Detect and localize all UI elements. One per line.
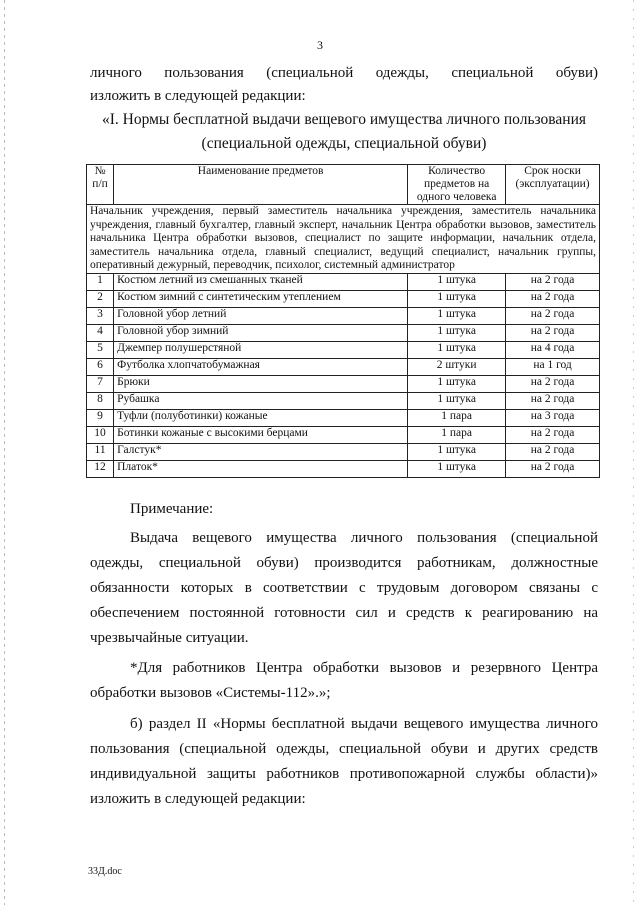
paragraph-b: б) раздел II «Нормы бесплатной выдачи вещевого имущества личного пользования (специальной одежды, специальной обуви и других средств индивидуальной защиты работников противопожарной службы области)» изложить в следующей редакции:	[90, 716, 598, 807]
row-item-name: Ботинки кожаные с высокими берцами	[114, 426, 408, 443]
row-number: 12	[87, 460, 114, 477]
row-quantity: 2 штуки	[408, 358, 506, 375]
row-number: 8	[87, 392, 114, 409]
intro-paragraph	[90, 62, 598, 108]
row-item-name: Рубашка	[114, 392, 408, 409]
table-row	[87, 307, 600, 324]
row-item-name: Футболка хлопчатобумажная	[114, 358, 408, 375]
header-name: Наименование предметов	[114, 165, 408, 205]
intro-line-1: личного пользования (специальной одежды, специальной обуви)	[90, 65, 598, 81]
row-quantity: 1 штука	[408, 443, 506, 460]
row-number: 6	[87, 358, 114, 375]
row-number: 5	[87, 341, 114, 358]
row-item-name: Головной убор летний	[114, 307, 408, 324]
table-row	[87, 392, 600, 409]
row-number: 7	[87, 375, 114, 392]
row-quantity: 1 штука	[408, 273, 506, 290]
table-row	[87, 358, 600, 375]
row-term: на 2 года	[506, 307, 600, 324]
note-block	[90, 498, 598, 812]
row-item-name: Галстук*	[114, 443, 408, 460]
table-row	[87, 341, 600, 358]
row-term: на 2 года	[506, 375, 600, 392]
table-group-row	[87, 205, 600, 274]
row-item-name: Брюки	[114, 375, 408, 392]
row-term: на 4 года	[506, 341, 600, 358]
row-item-name: Головной убор зимний	[114, 324, 408, 341]
row-term: на 2 года	[506, 392, 600, 409]
table-row	[87, 375, 600, 392]
note-paragraph-1: Выдача вещевого имущества личного пользования (специальной одежды, специальной обуви) производится работникам, должностные обязанности которых в соответствии с трудовым договором связаны с обеспечением постоянной готовности сил и средств к реагированию на чрезвычайные ситуации.	[90, 530, 598, 646]
page-number: 3	[317, 38, 323, 52]
header-qty: Количество предметов на одного человека	[408, 165, 506, 205]
row-item-name: Платок*	[114, 460, 408, 477]
table-row	[87, 460, 600, 477]
row-item-name: Джемпер полушерстяной	[114, 341, 408, 358]
row-quantity: 1 пара	[408, 409, 506, 426]
table-row	[87, 324, 600, 341]
group-positions-text: Начальник учреждения, первый заместитель начальника учреждения, заместитель начальника учреждения, главный бухгалтер, главный эксперт, начальник Центра обработки вызовов, заместитель начальника Центра обработки вызовов, специалист по защите информации, начальник отдела, заместитель начальника отдела, главный специалист, ведущий специалист, начальник группы, оперативный дежурный, переводчик, психолог, системный администратор	[87, 205, 600, 274]
table-row	[87, 409, 600, 426]
row-number: 3	[87, 307, 114, 324]
table-row	[87, 273, 600, 290]
section-title-line-2: (специальной одежды, специальной обуви)	[201, 135, 487, 152]
row-quantity: 1 штука	[408, 375, 506, 392]
table-row	[87, 290, 600, 307]
row-item-name: Костюм летний из смешанных тканей	[114, 273, 408, 290]
row-quantity: 1 штука	[408, 324, 506, 341]
row-number: 9	[87, 409, 114, 426]
row-term: на 2 года	[506, 443, 600, 460]
section-title	[86, 108, 602, 156]
row-term: на 1 год	[506, 358, 600, 375]
row-number: 4	[87, 324, 114, 341]
scan-edge-right	[633, 0, 634, 905]
row-quantity: 1 пара	[408, 426, 506, 443]
note-paragraph-2: *Для работников Центра обработки вызовов и резервного Центра обработки вызовов «Системы-112».»;	[90, 660, 598, 701]
row-item-name: Туфли (полуботинки) кожаные	[114, 409, 408, 426]
table-header-row	[87, 165, 600, 205]
row-term: на 2 года	[506, 426, 600, 443]
intro-line-2: изложить в следующей редакции:	[90, 88, 306, 104]
row-term: на 2 года	[506, 460, 600, 477]
row-number: 2	[87, 290, 114, 307]
row-quantity: 1 штука	[408, 392, 506, 409]
row-item-name: Костюм зимний с синтетическим утеплением	[114, 290, 408, 307]
row-number: 1	[87, 273, 114, 290]
row-number: 10	[87, 426, 114, 443]
row-quantity: 1 штука	[408, 307, 506, 324]
row-term: на 3 года	[506, 409, 600, 426]
scan-edge-left	[4, 0, 5, 905]
section-title-line-1: «I. Нормы бесплатной выдачи вещевого имущества личного пользования	[101, 111, 587, 128]
header-num: № п/п	[87, 165, 114, 205]
row-quantity: 1 штука	[408, 460, 506, 477]
row-number: 11	[87, 443, 114, 460]
row-term: на 2 года	[506, 290, 600, 307]
table-row	[87, 426, 600, 443]
norms-table	[86, 164, 600, 478]
note-heading: Примечание:	[130, 501, 214, 517]
row-term: на 2 года	[506, 273, 600, 290]
row-quantity: 1 штука	[408, 290, 506, 307]
row-term: на 2 года	[506, 324, 600, 341]
table-row	[87, 443, 600, 460]
header-term: Срок носки (эксплуатации)	[506, 165, 600, 205]
row-quantity: 1 штука	[408, 341, 506, 358]
footer-filename: 33Д.doc	[88, 866, 122, 877]
